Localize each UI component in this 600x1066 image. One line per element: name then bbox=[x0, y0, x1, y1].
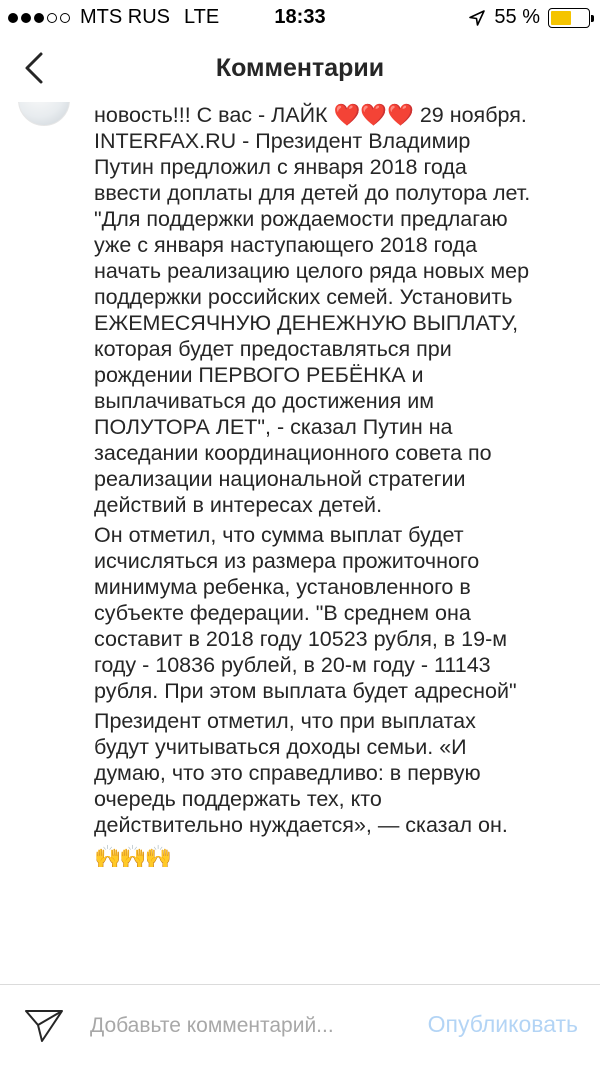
status-right bbox=[468, 6, 590, 29]
status-time: 18:33 bbox=[274, 6, 326, 28]
battery-percent: 55 % bbox=[494, 6, 540, 28]
comment-paragraph: Он отметил, что сумма выплат будет исчисляться из размера прожиточного минимума ребенка, установленного в субъекте федерации. "В среднем она составит в 2018 году 10523 рубля, в 19-м году - 10836 рублей, в 20-м году - 11143 рубля. При этом выплата будет адресной" bbox=[94, 523, 517, 703]
nav-bar bbox=[0, 36, 600, 102]
network-type: LTE bbox=[184, 6, 220, 28]
comment-input[interactable] bbox=[90, 1009, 380, 1043]
comment-text bbox=[94, 102, 534, 872]
battery-level-fill bbox=[551, 11, 571, 25]
send-icon[interactable] bbox=[22, 1005, 66, 1045]
carrier-name: MTS RUS bbox=[80, 6, 170, 28]
page-title: Комментарии bbox=[215, 54, 385, 82]
comment-paragraph: новость!!! С вас - ЛАЙК ❤️❤️❤️ 29 ноября. INTERFAX.RU - Президент Владимир Путин предложил с января 2018 года ввести доплаты для детей до полутора лет. "Для поддержки рождаемости предлагаю уже с января наступающего 2018 года начать реализацию целого ряда новых мер поддержки российских семей. Установить ЕЖЕМЕСЯЧНУЮ ДЕНЕЖНУЮ ВЫПЛАТУ, которая будет предоставляться при рождении ПЕРВОГО РЕБЁНКА и выплачиваться до достижения им ПОЛУТОРА ЛЕТ", - сказал Путин на заседании координационного совета по реализации национальной стратегии действий в интересах детей. bbox=[94, 103, 531, 517]
avatar[interactable] bbox=[18, 102, 70, 126]
location-arrow-icon bbox=[468, 9, 486, 27]
status-bar bbox=[0, 0, 600, 36]
comment-area[interactable] bbox=[0, 102, 600, 982]
publish-button[interactable]: Опубликовать bbox=[427, 1011, 578, 1037]
comment-paragraph: Президент отметил, что при выплатах будут учитываться доходы семьи. «И думаю, что это справедливо: в первую очередь поддержать тех, кто действительно нуждается», — сказал он. bbox=[94, 709, 508, 837]
raised-hands-emoji: 🙌🙌🙌 bbox=[94, 844, 171, 869]
comment-input-bar bbox=[0, 984, 600, 1066]
battery-icon bbox=[548, 8, 590, 28]
